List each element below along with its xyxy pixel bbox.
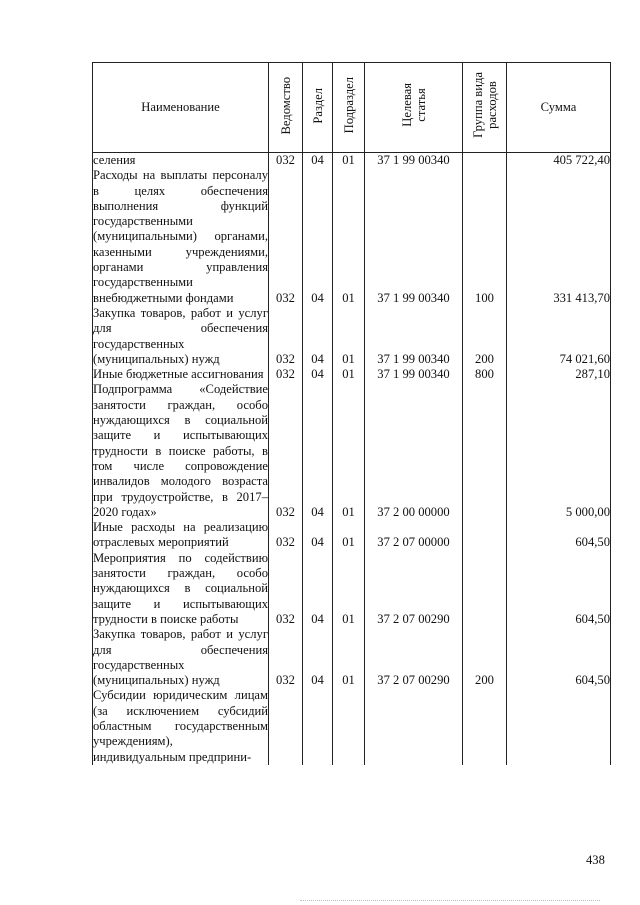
row-razdel: 04: [303, 627, 333, 688]
row-vedomstvo: 032: [269, 168, 303, 306]
row-vedomstvo: 032: [269, 551, 303, 627]
row-summa: 604,50: [507, 551, 611, 627]
row-vedomstvo: 032: [269, 627, 303, 688]
row-razdel: 04: [303, 168, 333, 306]
table-row: [93, 382, 611, 520]
header-razdel: Раздел: [303, 63, 333, 153]
row-gruppa: 200: [463, 306, 507, 367]
page-number: 438: [586, 853, 605, 867]
table-row: [93, 520, 611, 551]
row-celevaya: 37 2 00 00000: [365, 382, 463, 520]
row-gruppa: [463, 153, 507, 169]
row-gruppa: [463, 520, 507, 551]
row-podrazdel: 01: [333, 520, 365, 551]
row-summa: 5 000,00: [507, 382, 611, 520]
row-razdel: 04: [303, 382, 333, 520]
row-name: Подпрограмма «Содействие занятости граждан, особо нуждающихся в социальной защите и испытывающих трудности в поиске работы, в том числе сопровождение инвалидов молодого возраста при трудоустройстве, в 2017–2020 годах»: [93, 382, 268, 519]
table-row: [93, 306, 611, 367]
row-podrazdel: 01: [333, 168, 365, 306]
row-vedomstvo: 032: [269, 153, 303, 169]
row-vedomstvo: [269, 688, 303, 764]
row-podrazdel: 01: [333, 306, 365, 367]
row-podrazdel: 01: [333, 382, 365, 520]
row-summa: 604,50: [507, 520, 611, 551]
table-row: [93, 153, 611, 169]
row-summa: 74 021,60: [507, 306, 611, 367]
row-summa: 405 722,40: [507, 153, 611, 169]
table-row: [93, 551, 611, 627]
table-header-row: [93, 63, 611, 153]
row-razdel: [303, 688, 333, 764]
header-name: Наименование: [93, 63, 269, 153]
table-row: [93, 627, 611, 688]
scan-artifact-divider: [300, 900, 600, 902]
row-name: Расходы на выплаты персоналу в целях обеспечения выполнения функций государственными (муниципальными) органами, казенными учреждениями, органами управления государственными внебюджетными фондами: [93, 168, 268, 305]
row-podrazdel: 01: [333, 367, 365, 382]
row-razdel: 04: [303, 367, 333, 382]
row-gruppa: [463, 382, 507, 520]
row-celevaya: [365, 688, 463, 764]
row-celevaya: 37 1 99 00340: [365, 367, 463, 382]
row-podrazdel: [333, 688, 365, 764]
header-gruppa: Группа вида расходов: [463, 63, 507, 153]
row-gruppa: [463, 688, 507, 764]
row-razdel: 04: [303, 551, 333, 627]
row-name: Иные расходы на реализацию отраслевых мероприятий: [93, 520, 268, 550]
table-row: [93, 367, 611, 382]
header-summa: Сумма: [507, 63, 611, 153]
row-gruppa: 100: [463, 168, 507, 306]
table-row: [93, 688, 611, 764]
row-podrazdel: 01: [333, 627, 365, 688]
row-podrazdel: 01: [333, 153, 365, 169]
row-podrazdel: 01: [333, 551, 365, 627]
row-name: Иные бюджетные ассигнования: [93, 367, 269, 382]
budget-table: [92, 62, 611, 765]
row-vedomstvo: 032: [269, 520, 303, 551]
row-vedomstvo: 032: [269, 367, 303, 382]
table-row: [93, 168, 611, 306]
row-razdel: 04: [303, 520, 333, 551]
row-celevaya: 37 1 99 00340: [365, 306, 463, 367]
row-name: Субсидии юридическим лицам (за исключением субсидий областным государственным учреждениям), индивидуальным предприни-: [93, 688, 268, 764]
row-summa: 331 413,70: [507, 168, 611, 306]
header-vedomstvo: Ведомство: [269, 63, 303, 153]
row-celevaya: 37 2 07 00290: [365, 627, 463, 688]
row-summa: [507, 688, 611, 764]
row-razdel: 04: [303, 153, 333, 169]
row-name: селения: [93, 153, 269, 169]
row-celevaya: 37 2 07 00000: [365, 520, 463, 551]
row-gruppa: 200: [463, 627, 507, 688]
row-gruppa: [463, 551, 507, 627]
row-celevaya: 37 2 07 00290: [365, 551, 463, 627]
row-summa: 604,50: [507, 627, 611, 688]
row-summa: 287,10: [507, 367, 611, 382]
row-gruppa: 800: [463, 367, 507, 382]
header-celevaya: Целевая статья: [365, 63, 463, 153]
row-razdel: 04: [303, 306, 333, 367]
row-name: Мероприятия по содействию занятости граждан, особо нуждающихся в социальной защите и испытывающих трудности в поиске работы: [93, 550, 268, 626]
row-name: Закупка товаров, работ и услуг для обеспечения государственных (муниципальных) нужд: [93, 627, 268, 688]
row-celevaya: 37 1 99 00340: [365, 168, 463, 306]
row-name: Закупка товаров, работ и услуг для обеспечения государственных (муниципальных) нужд: [93, 305, 268, 366]
header-podrazdel: Подраздел: [333, 63, 365, 153]
row-vedomstvo: 032: [269, 306, 303, 367]
row-vedomstvo: 032: [269, 382, 303, 520]
row-celevaya: 37 1 99 00340: [365, 153, 463, 169]
